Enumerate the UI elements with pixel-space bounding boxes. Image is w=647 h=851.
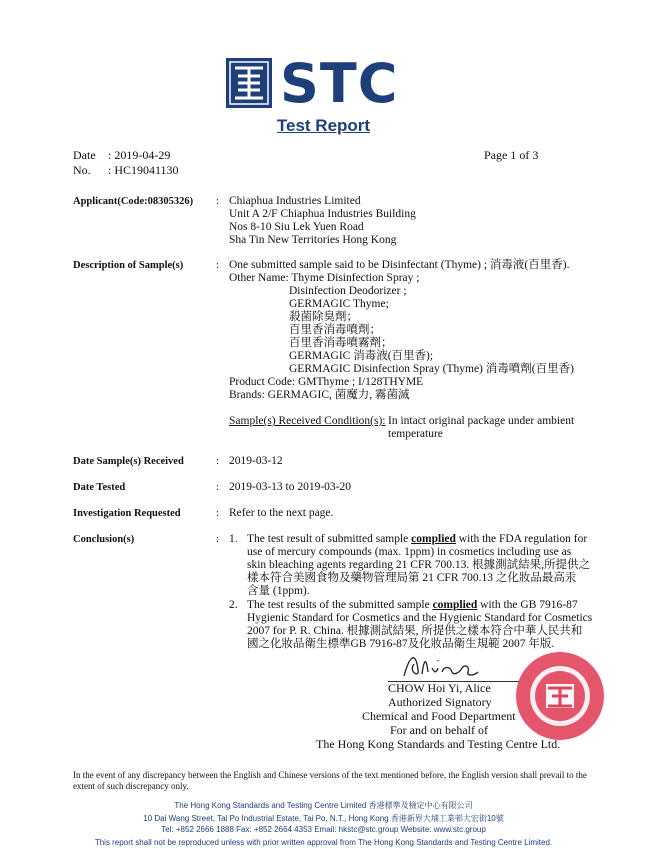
date-tested-value: 2019-03-13 to 2019-03-20 xyxy=(229,481,352,493)
footer-contact: Tel: +852 2666 1888 Fax: +852 2664 4353 Email: hkstc@stc.group Website: www.stc.group xyxy=(161,825,486,834)
conclusion-item-number: 1. xyxy=(229,533,238,545)
other-name-label: Other Name: Thyme Disinfection Spray ; xyxy=(229,272,420,284)
stc-wordmark: STC xyxy=(280,52,399,115)
footer-disclaimer: This report shall not be reproduced unless with prior written approval from The Hong Kong Standards and Testing Centre Limited. xyxy=(94,838,553,847)
brands: Brands: GERMAGIC, 菌魔力, 霧菌滅 xyxy=(229,389,410,401)
handwritten-signature xyxy=(400,650,480,682)
description-line: One submitted sample said to be Disinfectant (Thyme) ; 消毒液(百里香). xyxy=(229,259,570,271)
date-tested-colon: : xyxy=(216,481,220,493)
conclusion-item-first-line xyxy=(247,599,578,613)
conclusion-line: Hygienic Standard for Cosmetics and the Hygienic Standard for Cosmetics xyxy=(247,612,593,624)
page-title: Test Report xyxy=(276,116,371,135)
applicant-line: Nos 8-10 Siu Lek Yuen Road xyxy=(229,221,364,233)
conclusion-text: The test result of submitted sample xyxy=(247,533,412,545)
date-received-colon: : xyxy=(216,455,220,467)
conclusion-line: use of mercury compounds (max. 1ppm) in cosmetics including use as xyxy=(247,546,572,558)
other-name-item: Disinfection Deodorizer ; xyxy=(289,285,407,297)
condition-value: In intact original package under ambient xyxy=(388,415,575,427)
conclusion-line: skin bleaching agents regarding 21 CFR 700.13. 根據測試結果,所提供之 xyxy=(247,559,591,571)
date-received-label: Date Sample(s) Received xyxy=(73,456,184,467)
conclusion-text: The test results of the submitted sample xyxy=(247,599,433,611)
condition-value: temperature xyxy=(388,428,443,440)
conclusion-item-first-line xyxy=(247,533,587,547)
complied-word: complied xyxy=(411,533,456,545)
stc-logo xyxy=(226,52,446,115)
date-value: : 2019-04-29 xyxy=(108,148,171,162)
applicant-line: Sha Tin New Territories Hong Kong xyxy=(229,234,397,246)
applicant-line: Chiaphua Industries Limited xyxy=(229,195,361,207)
conclusion-colon: : xyxy=(216,533,220,545)
company-seal xyxy=(514,650,606,742)
conclusion-text: with the FDA regulation for xyxy=(455,533,588,545)
conclusion-line: 樣本符合美國食物及藥物管理局第 21 CFR 700.13 之化妝品最高汞 xyxy=(247,572,577,584)
product-code: Product Code: GMThyme ; I/128THYME xyxy=(229,376,424,388)
description-colon: : xyxy=(216,259,220,271)
footer-company: The Hong Kong Standards and Testing Centre Limited 香港標準及檢定中心有限公司 xyxy=(174,801,473,810)
investigation-label: Investigation Requested xyxy=(73,508,181,519)
applicant-colon: : xyxy=(216,195,220,207)
description-label: Description of Sample(s) xyxy=(73,260,184,271)
conclusion-text: with the GB 7916-87 xyxy=(477,599,578,611)
other-name-item: 百里香消毒噴霧劑； xyxy=(289,337,393,349)
stc-monogram-icon xyxy=(226,58,272,108)
other-name-item: GERMAGIC Disinfection Spray (Thyme) 消毒噴劑(百里香) xyxy=(289,363,574,375)
applicant-line: Unit A 2/F Chiaphua Industries Building xyxy=(229,208,416,220)
conclusion-line: 2007 for P. R. China. 根據測試結果, 所提供之樣本符合中華人民共和 xyxy=(247,625,583,637)
seal-stamp-icon xyxy=(514,650,606,742)
date-label: Date xyxy=(73,148,96,162)
page-indicator: Page 1 of 3 xyxy=(484,148,539,162)
other-name-item: 百里香消毒噴劑； xyxy=(289,324,381,336)
other-name-item: GERMAGIC Thyme; xyxy=(289,298,389,310)
conclusion-line: 含量 (1ppm). xyxy=(247,585,310,597)
number-label: No. xyxy=(73,163,91,177)
organization-name: The Hong Kong Standards and Testing Centre Ltd. xyxy=(316,737,561,751)
date-received-value: 2019-03-12 xyxy=(229,455,283,467)
footer-address: 10 Dai Wang Street, Tai Po Industrial Estate, Tai Po, N.T., Hong Kong 香港新界大埔工業邨大宏街10號 xyxy=(143,814,504,823)
complied-word: complied xyxy=(432,599,478,611)
applicant-label: Applicant(Code:08305326) xyxy=(73,196,194,207)
condition-label: Sample(s) Received Condition(s): xyxy=(229,415,386,427)
discrepancy-note: In the event of any discrepancy between the English and Chinese versions of the text mentioned before, the English version shall prevail to the extent of such discrepancy only. xyxy=(73,770,587,791)
conclusion-label: Conclusion(s) xyxy=(73,534,135,545)
on-behalf-text: For and on behalf of xyxy=(390,723,488,737)
investigation-value: Refer to the next page. xyxy=(229,507,334,519)
conclusion-item-number: 2. xyxy=(229,599,238,611)
conclusion-line: 國之化妝品衛生標準GB 7916-87及化妝品衛生規範 2007 年版. xyxy=(247,638,555,650)
number-value: : HC19041130 xyxy=(108,163,179,177)
other-name-item: GERMAGIC 消毒液(百里香); xyxy=(289,350,434,362)
signatory-name: CHOW Hoi Yi, Alice xyxy=(388,681,491,695)
signatory-department: Chemical and Food Department xyxy=(362,709,516,723)
investigation-colon: : xyxy=(216,507,220,519)
date-tested-label: Date Tested xyxy=(73,482,126,493)
other-name-item: 殺菌除臭劑； xyxy=(289,311,358,323)
signatory-title: Authorized Signatory xyxy=(388,695,492,709)
